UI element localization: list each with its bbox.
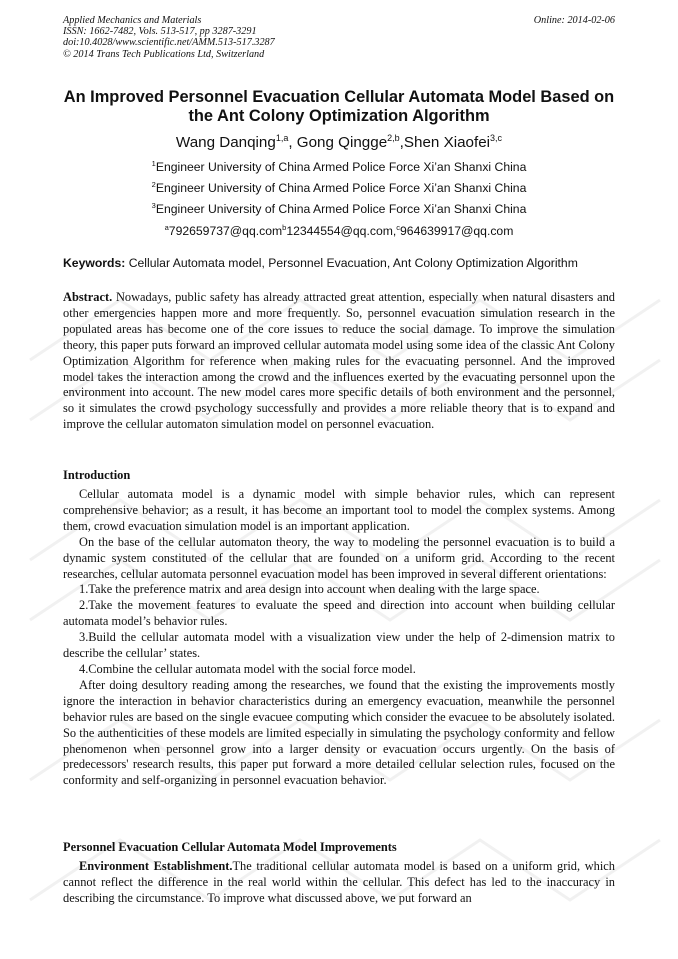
affiliation-2 — [40, 177, 638, 196]
affiliation-1 — [40, 156, 638, 175]
keywords-text: Cellular Automata model, Personnel Evacuation, Ant Colony Optimization Algorithm — [128, 256, 578, 270]
paragraph: After doing desultory reading among the researches, we found that the existing the improvements mostly ignore the interaction in behavior characteristics during an emergency evacuation, meanwhile the personnel behavior rules are based on the single evacuee computing which consider the evacuee to be absolutely isolated. So the authenticities of these models are limited especially in simulating the psychology conformity and fellow phenomenon when personnel grow into a larger density or evacuation occurs urgently. On the basis of predecessors' research results, this paper put forward a more detailed cellular selection rules, focused on the conformity and self-organizing in personnel evacuation behavior. — [63, 677, 615, 788]
keywords — [63, 256, 615, 271]
section-heading-introduction: Introduction — [63, 468, 131, 482]
author-name: Gong Qingge — [296, 134, 388, 152]
paper-title — [40, 88, 638, 126]
journal-meta — [63, 15, 275, 60]
paragraph: Cellular automata model is a dynamic model with simple behavior rules, which can represent comprehensive behavior; as a result, it has become an important tool to model the complex systems. Among them, crowd evacuation simulation model is an important application. — [63, 487, 615, 533]
paragraph: On the base of the cellular automaton theory, the way to modeling the personnel evacuation is to build a dynamic system constituted of the cellular that are founded on a uniform grid. According to the recent researches, cellular automata personnel evacuation model has been improved in several different orientations: — [63, 534, 615, 581]
affiliation-3 — [40, 198, 638, 217]
copyright-line: © 2014 Trans Tech Publications Ltd, Switzerland — [63, 48, 265, 60]
affiliation-sup: 2 — [151, 180, 156, 189]
author-sup: 3,c — [490, 133, 503, 143]
title-line-1: An Improved Personnel Evacuation Cellular Automata Model Based on — [63, 88, 615, 106]
abstract-text: Nowadays, public safety has already attracted great attention, especially when natural disasters and other emergencies happen more and more frequently. So, personnel evacuation simulation research in the populated areas has become one of the core issues to reduce the social damage. To improve the simulation theory, this paper puts forward an improved cellular automata model using some idea of the classic Ant Colony Optimization Algorithm for reference when making rules for the evacuating personnel. And the improved model takes the interaction among the crowd and the influences exerted by the evacuating personnel upon the environment into account. The new model cares more specific details of both environment and the personnel, so it simulates the crowd psychology successfully and provides a more reliable theory that is to expand and improve the cellular automaton simulation model on personnel evacuation. — [63, 290, 615, 432]
affiliation-text: Engineer University of China Armed Police Force Xi’an Shanxi China — [155, 160, 527, 175]
affiliation-sup: 3 — [151, 201, 156, 210]
author-name: Wang Danqing — [175, 134, 276, 152]
abstract — [63, 290, 615, 433]
email-sup: c — [396, 223, 401, 232]
issn-line: ISSN: 1662-7482, Vols. 513-517, pp 3287-3291 — [63, 26, 257, 38]
paragraph-text: The traditional cellular automata model is based on a uniform grid, which cannot reflect the difference in the real world within the cellular. This defect has led to the inaccuracy in describing the circumstance. To improve what discussed above, we put forward an — [63, 859, 615, 905]
affiliation-text: Engineer University of China Armed Police Force Xi’an Shanxi China — [155, 181, 527, 196]
doi-line[interactable]: doi:10.4028/www.scientific.net/AMM.513-517.3287 — [63, 37, 275, 49]
journal-name: Applied Mechanics and Materials — [63, 15, 202, 26]
section-body — [63, 859, 615, 907]
list-item: 1.Take the preference matrix and area design into account when dealing with the large space. — [79, 582, 540, 597]
affiliation-sup: 1 — [151, 159, 156, 168]
email-list — [40, 220, 638, 239]
online-date: Online: 2014-02-06 — [533, 15, 615, 26]
author-sup: 2,b — [387, 133, 400, 143]
email-address[interactable]: 964639917@qq.com — [400, 224, 514, 239]
title-line-2: the Ant Colony Optimization Algorithm — [188, 107, 490, 125]
email-sup: b — [282, 223, 287, 232]
abstract-label: Abstract. — [63, 290, 113, 304]
section-heading-model-improvements: Personnel Evacuation Cellular Automata Model Improvements — [63, 840, 397, 854]
affiliation-text: Engineer University of China Armed Police Force Xi’an Shanxi China — [155, 202, 527, 217]
list-item: 2.Take the movement features to evaluate the speed and direction into account when building cellular automata model’s behavior rules. — [63, 598, 615, 629]
introduction-body — [63, 487, 615, 789]
email-sup: a — [164, 223, 169, 232]
author-name: Shen Xiaofei — [403, 134, 491, 152]
list-item: 3.Build the cellular automata model with a visualization view under the help of 2-dimension matrix to describe the cellular’ states. — [63, 630, 615, 661]
email-address[interactable]: 792659737@qq.com — [168, 224, 283, 239]
author-sup: 1,a — [275, 133, 289, 143]
runin-heading: Environment Establishment. — [79, 859, 233, 873]
list-item: 4.Combine the cellular automata model with the social force model. — [79, 661, 416, 676]
author-list: Wang Danqing$^{1,a}$, Gong Qingge$^{2,b}$,Shen Xiaofei$^{3,c}$ — [175, 133, 503, 152]
email-address[interactable]: 12344554@qq.com, — [286, 224, 397, 239]
keywords-label: Keywords: — [63, 256, 126, 270]
